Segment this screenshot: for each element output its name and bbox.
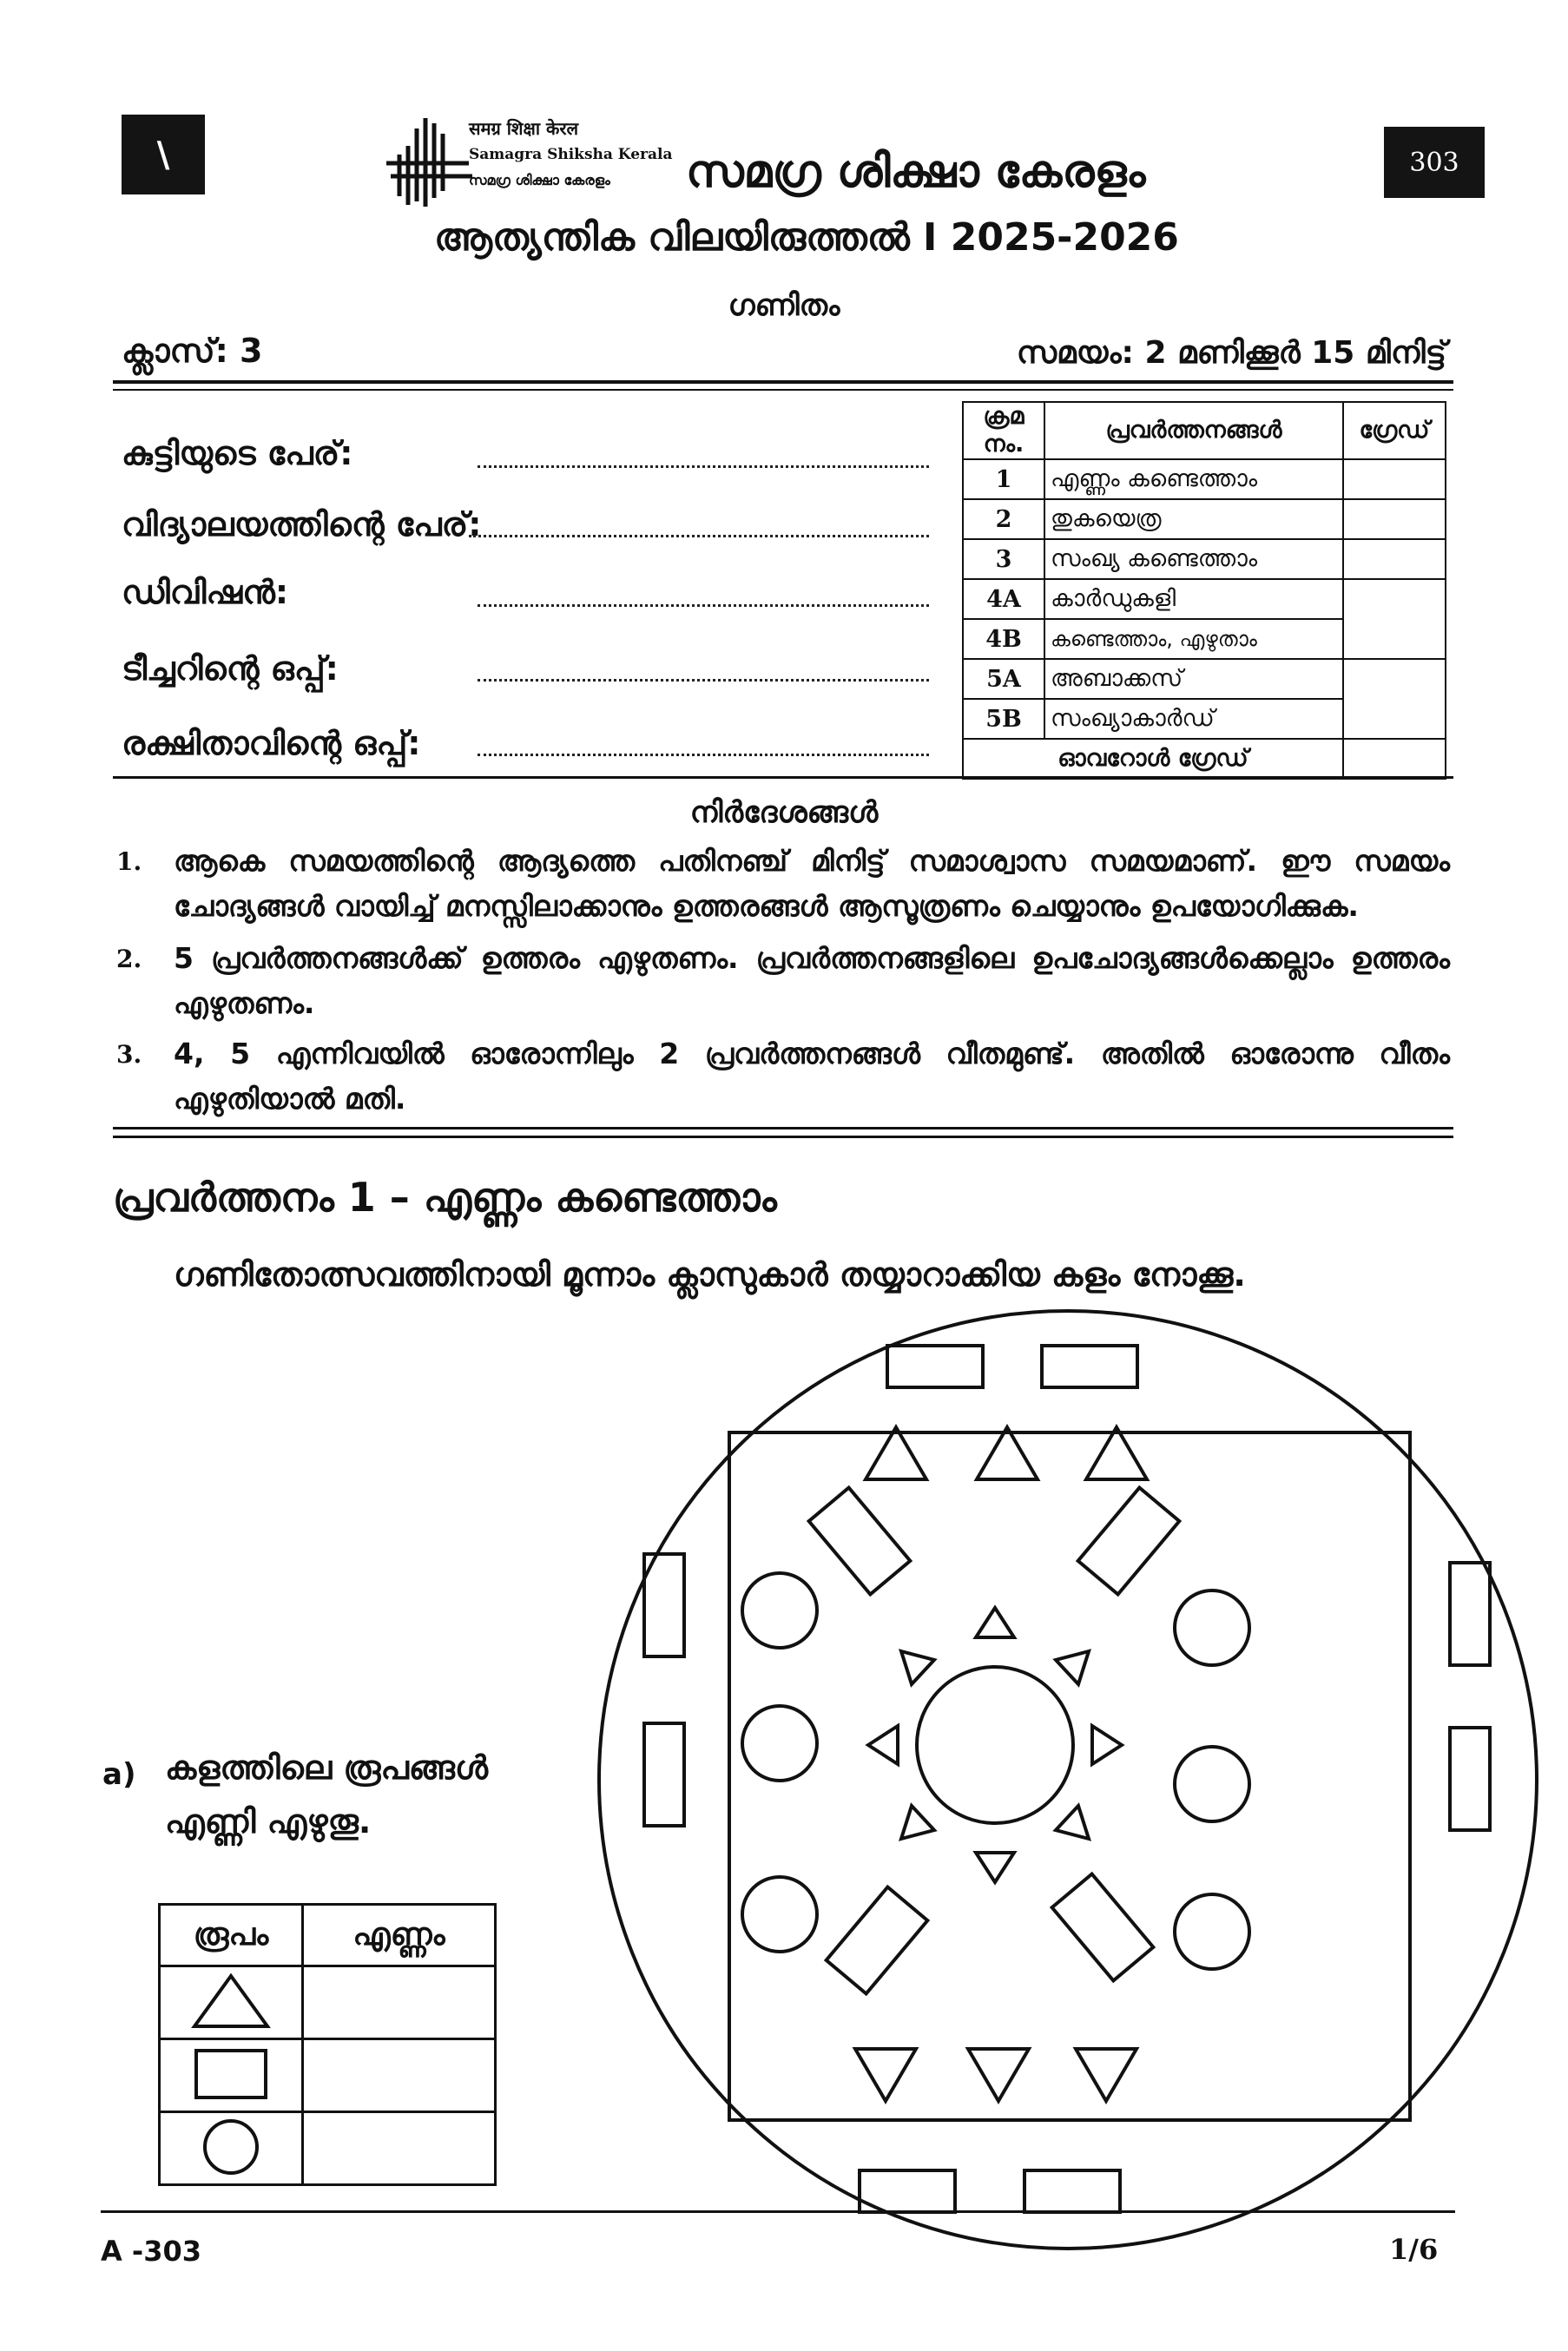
logo-line-english: Samagra Shiksha Kerala [469,146,673,163]
exam-title: ആത്യന്തിക വിലയിരുത്തൽ I 2025-2026 [434,215,1179,260]
grade-row [963,579,1446,619]
grade-cell[interactable] [1343,579,1446,659]
outer-rectangle [887,1346,983,1387]
grade-row-no: 3 [963,539,1044,579]
grade-cell[interactable] [1343,539,1446,579]
shape-cell [160,2112,303,2185]
circle-shape [1175,1590,1249,1665]
triangle-shape [1056,1651,1089,1684]
outer-rectangle [644,1723,684,1826]
shape-cell [160,1966,303,2039]
time-label: സമയം: 2 മണിക്കൂർ 15 മിനിട്ട് [1016,335,1446,371]
grade-row-activity: എണ്ണം കണ്ടെത്താം [1044,459,1343,499]
kolam-figure [573,1302,1563,2257]
table-row [160,1966,496,2039]
question-text-line2: എണ്ണി എഴുതൂ. [165,1802,372,1841]
student-name-label: കുട്ടിയുടെ പേര്: [122,434,353,472]
circle-shape [1175,1894,1249,1969]
grade-row-no: 5B [963,699,1044,739]
footer-code: A -303 [101,2235,201,2268]
triangle-shape [976,1853,1014,1882]
logo-bars-icon [382,111,478,208]
grade-row-activity: കണ്ടെത്താം, എഴുതാം [1044,619,1343,659]
triangle-shape [977,1427,1038,1479]
grade-cell[interactable] [1343,659,1446,739]
school-name-field[interactable] [469,535,929,537]
triangle-shape [868,1726,898,1764]
activity-heading: പ്രവർത്തനം 1 – എണ്ണം കണ്ടെത്താം [113,1174,777,1221]
grade-header-activity: പ്രവർത്തനങ്ങൾ [1044,402,1343,459]
parent-signature-field[interactable] [478,754,929,756]
triangle-shape [866,1427,926,1479]
instruction-number: 1. [116,847,142,876]
triangle-icon [188,1971,274,2032]
logo-line-hindi: समग्र शिक्षा केरल [469,118,579,139]
grade-row-no: 1 [963,459,1044,499]
triangle-shape [976,1608,1014,1637]
grade-row [963,499,1446,539]
tilted-rectangle [1078,1488,1180,1595]
outer-rectangle [1450,1563,1490,1665]
instruction-number: 3. [116,1040,142,1069]
outer-rectangle [1024,2170,1120,2212]
table-row [160,2112,496,2185]
count-header-count: എണ്ണം [303,1905,496,1966]
center-circle [917,1667,1073,1823]
school-name-label: വിദ്യാലയത്തിന്റെ പേര്: [122,505,482,543]
triangle-shape [1092,1726,1122,1764]
instruction-text: 4, 5 എന്നിവയിൽ ഓരോന്നിലും 2 പ്രവർത്തനങ്ങൾ വീതമുണ്ട്. അതിൽ ഓരോന്നു വീതം എഴുതിയാൽ മതി. [174,1037,1450,1116]
paper-code-box: 303 [1384,127,1485,198]
activity-intro: ഗണിതോത്സവത്തിനായി മൂന്നാം ക്ലാസുകാർ തയ്യാറാക്കിയ കളം നോക്കൂ. [174,1255,1246,1294]
footer-page-number: 1/6 [1389,2233,1439,2266]
triangle-shape [901,1806,934,1839]
grade-row [963,539,1446,579]
tilted-rectangle [809,1488,911,1595]
division-label: ഡിവിഷൻ: [122,573,289,611]
teacher-signature-label: ടീച്ചറിന്റെ ഒപ്പ്: [122,649,339,688]
shape-cell [160,2039,303,2112]
count-table-header [160,1905,496,1966]
instruction-text: ആകെ സമയത്തിന്റെ ആദ്യത്തെ പതിനഞ്ച് മിനിട്ട് സമാശ്വാസ സമയമാണ്. ഈ സമയം ചോദ്യങ്ങൾ വായിച്ച് മനസ്സിലാക്കാനും ഉത്തരങ്ങൾ ആസൂത്രണം ചെയ്യാനും ഉപയോഗിക്കുക. [174,844,1450,923]
triangle-shape [968,2049,1029,2101]
form-divider [113,776,1453,779]
circle-shape [1175,1747,1249,1821]
instructions-title: നിർദേശങ്ങൾ [689,795,879,830]
tilted-rectangle [827,1887,928,1994]
triangle-shape [1086,1427,1147,1479]
grade-row-activity: അബാക്കസ് [1044,659,1343,699]
header-divider-top [113,380,1453,384]
count-header-shape: രൂപം [160,1905,303,1966]
grade-overall-row [963,739,1446,779]
triangle-shape [1056,1806,1089,1839]
shape-count-table [158,1903,497,2186]
circle-shape [742,1573,817,1648]
teacher-signature-field[interactable] [478,679,929,682]
grade-row-activity: സംഖ്യാകാർഡ് [1044,699,1343,739]
header-divider-bottom [113,389,1453,391]
rectangle-icon [188,2044,274,2104]
instructions-divider-bottom [113,1136,1453,1138]
grade-row-activity: കാർഡുകളി [1044,579,1343,619]
grade-row [963,659,1446,699]
grade-cell[interactable] [1343,459,1446,499]
outer-rectangle [1450,1728,1490,1830]
outer-circle [599,1311,1537,2249]
triangle-shape [1076,2049,1136,2101]
count-answer-cell[interactable] [303,2112,496,2185]
question-text-line1: കളത്തിലെ രൂപങ്ങൾ [165,1748,489,1787]
grade-overall-label: ഓവറോൾ ഗ്രേഡ് [963,739,1343,779]
division-field[interactable] [478,604,929,607]
grade-header-grade: ഗ്രേഡ് [1343,402,1446,459]
grade-row-no: 4A [963,579,1044,619]
instruction-text: 5 പ്രവർത്തനങ്ങൾക്ക് ഉത്തരം എഴുതണം. പ്രവർത്തനങ്ങളിലെ ഉപചോദ്യങ്ങൾക്കെല്ലാം ഉത്തരം എഴുതണം. [174,941,1450,1020]
grade-cell[interactable] [1343,499,1446,539]
parent-signature-label: രക്ഷിതാവിന്റെ ഒപ്പ്: [122,724,421,762]
circle-shape [742,1877,817,1952]
grade-table [962,401,1446,780]
inner-square [729,1432,1410,2120]
grade-table-header [963,402,1446,459]
tilted-rectangle [1052,1874,1154,1981]
grade-header-no: ക്രമ നം. [963,402,1044,459]
triangle-shape [901,1651,934,1684]
count-answer-cell[interactable] [303,2039,496,2112]
grade-row-activity: സംഖ്യ കണ്ടെത്താം [1044,539,1343,579]
question-id-box: \ [122,115,205,194]
footer-divider [101,2210,1455,2213]
subject-title: ഗണിതം [728,288,840,323]
circle-icon [188,2117,274,2177]
instructions-divider-top [113,1127,1453,1129]
grade-row-no: 2 [963,499,1044,539]
table-row [160,2039,496,2112]
org-title: സമഗ്ര ശിക്ഷാ കേരളം [686,146,1146,198]
logo-line-malayalam: സമഗ്ര ശിക്ഷാ കേരളം [469,172,610,188]
grade-row-activity: തുകയെത്ര [1044,499,1343,539]
grade-row-no: 4B [963,619,1044,659]
question-label: a) [102,1757,136,1792]
circle-shape [742,1706,817,1781]
grade-overall-cell[interactable] [1343,739,1446,779]
class-label: ക്ലാസ്: 3 [122,332,263,370]
student-name-field[interactable] [478,465,929,468]
grade-row [963,459,1446,499]
instruction-number: 2. [116,945,142,973]
triangle-shape [855,2049,916,2101]
count-answer-cell[interactable] [303,1966,496,2039]
outer-rectangle [1042,1346,1137,1387]
samagra-shiksha-logo [382,111,677,208]
grade-row-no: 5A [963,659,1044,699]
